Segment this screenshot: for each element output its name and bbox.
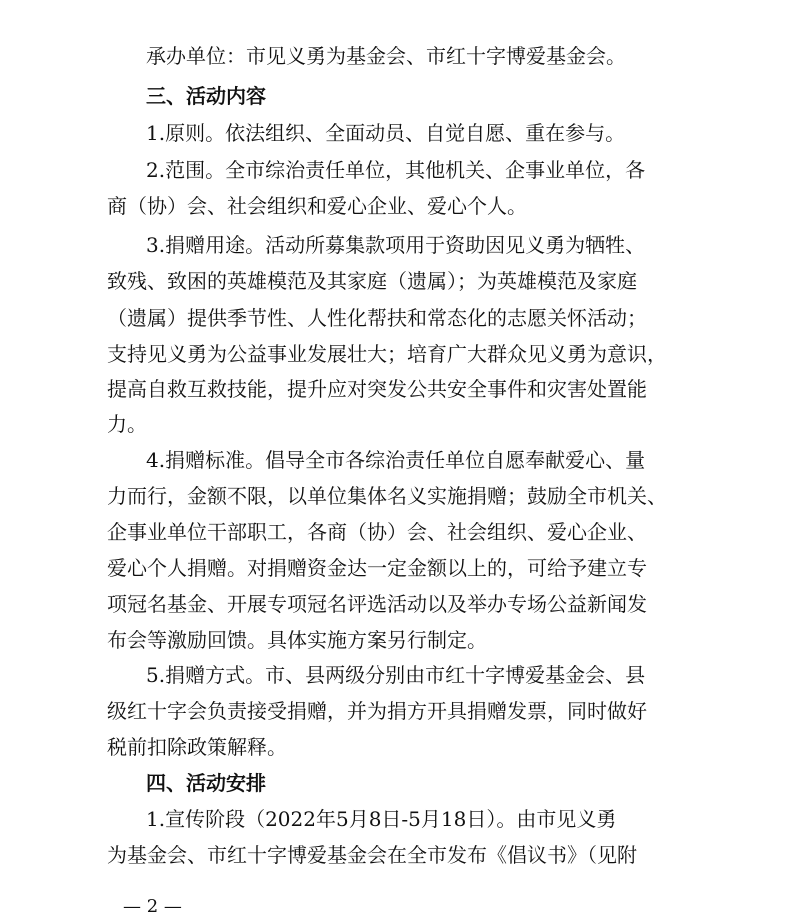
donation-standard-paragraph-line-2: 力而行，金额不限，以单位集体名义实施捐赠；鼓励全市机关、 — [107, 484, 667, 508]
donation-standard-paragraph-line-6: 布会等激励回馈。具体实施方案另行制定。 — [107, 628, 487, 652]
donation-use-paragraph-line-2: 致残、致困的英雄模范及其家庭（遗属）；为英雄模范及家庭 — [107, 269, 637, 293]
scope-paragraph-line-2: 商（协）会、社会组织和爱心企业、爱心个人。 — [107, 194, 527, 218]
page-number: — 2 — — [123, 896, 182, 917]
donation-standard-paragraph-line-5: 项冠名基金、开展专项冠名评选活动以及举办专场公益新闻发 — [107, 592, 647, 616]
donation-use-paragraph-line-4: 支持见义勇为公益事业发展壮大；培育广大群众见义勇为意识， — [107, 342, 667, 366]
donation-use-paragraph-line-5: 提高自救互救技能，提升应对突发公共安全事件和灾害处置能 — [107, 377, 647, 401]
section-heading-activity-arrangement: 四、活动安排 — [146, 771, 266, 795]
donation-method-paragraph-line-1: 5.捐赠方式。市、县两级分别由市红十字博爱基金会、县 — [146, 663, 646, 687]
donation-standard-paragraph-line-4: 爱心个人捐赠。对捐赠资金达一定金额以上的，可给予建立专 — [107, 556, 647, 580]
donation-standard-paragraph-line-1: 4.捐赠标准。倡导全市各综治责任单位自愿奉献爱心、量 — [146, 448, 646, 472]
donation-method-paragraph-line-2: 级红十字会负责接受捐赠，并为捐方开具捐赠发票，同时做好 — [107, 699, 647, 723]
donation-method-paragraph-line-3: 税前扣除政策解释。 — [107, 735, 287, 759]
scope-paragraph-line-1: 2.范围。全市综治责任单位，其他机关、企事业单位，各 — [146, 158, 646, 182]
principle-paragraph: 1.原则。依法组织、全面动员、自觉自愿、重在参与。 — [146, 121, 626, 145]
donation-use-paragraph-line-3: （遗属）提供季节性、人性化帮扶和常态化的志愿关怀活动； — [107, 306, 647, 330]
organizer-line: 承办单位：市见义勇为基金会、市红十字博爱基金会。 — [146, 44, 626, 68]
donation-use-paragraph-line-6: 力。 — [107, 412, 147, 436]
donation-use-paragraph-line-1: 3.捐赠用途。活动所募集款项用于资助因见义勇为牺牲、 — [146, 233, 646, 257]
publicity-stage-paragraph-line-2: 为基金会、市红十字博爱基金会在全市发布《倡议书》（见附 — [107, 843, 637, 867]
section-heading-activity-content: 三、活动内容 — [146, 84, 266, 108]
donation-standard-paragraph-line-3: 企事业单位干部职工，各商（协）会、社会组织、爱心企业、 — [107, 520, 647, 544]
publicity-stage-paragraph-line-1: 1.宣传阶段（2022年5月8日-5月18日）。由市见义勇 — [146, 807, 617, 831]
